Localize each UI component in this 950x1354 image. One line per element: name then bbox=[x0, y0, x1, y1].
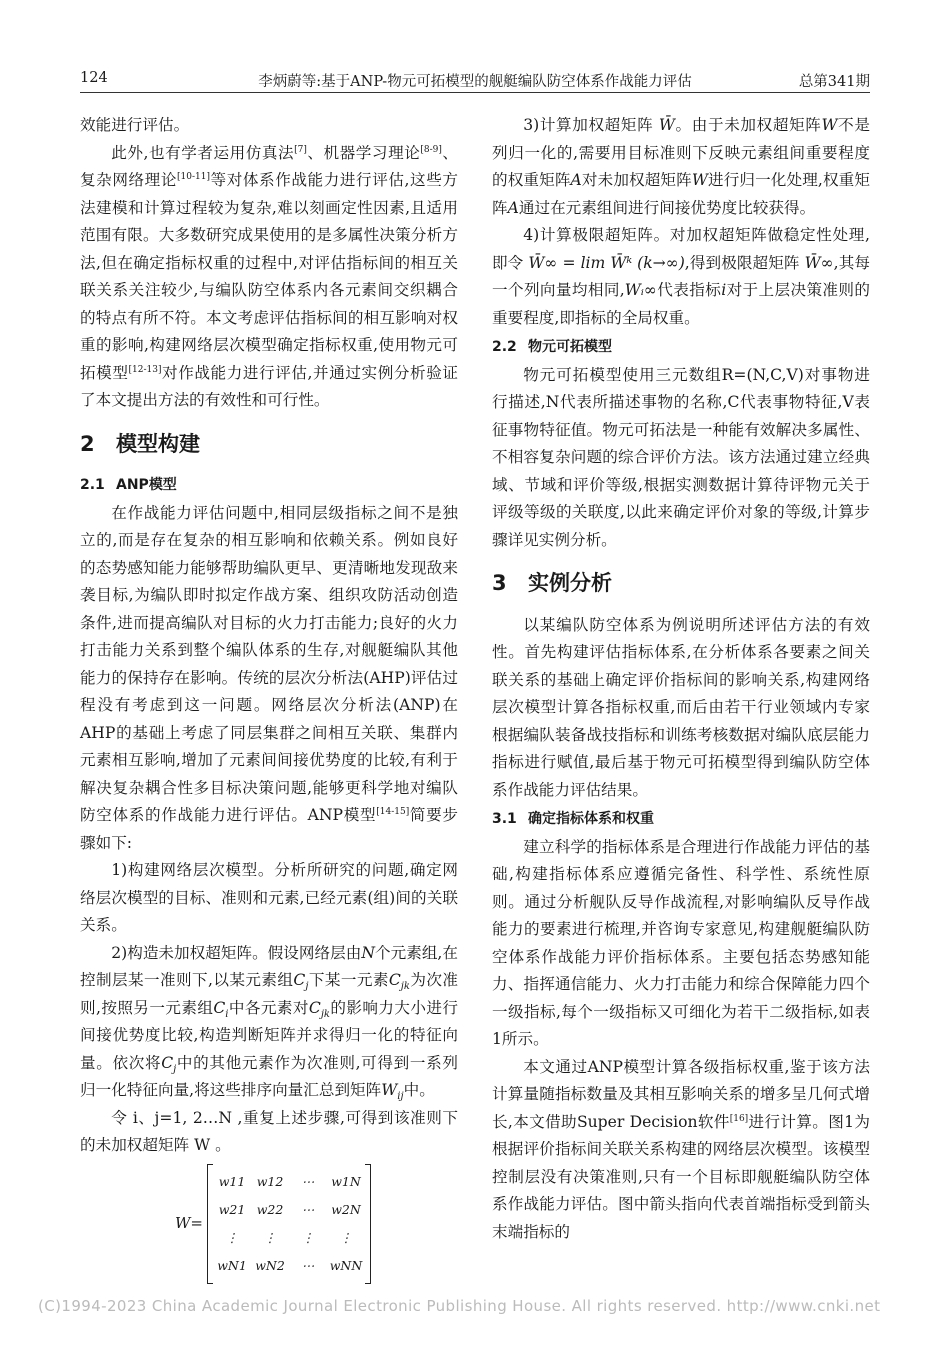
matrix-cell: wN1 bbox=[217, 1257, 247, 1273]
matrix-cell: w11 bbox=[218, 1173, 246, 1189]
paragraph: 令 i、j=1, 2…N ,重复上述步骤,可得到该准则下的未加权超矩阵 W 。 bbox=[80, 1108, 458, 1154]
paragraph: 以某编队防空体系为例说明所述评估方法的有效性。首先构建评估指标体系,在分析体系各要素之间关联关系的基础上确定评价指标间的影响关系,构建网络层次模型计算各指标权重,而后由若干行业领域内专家根据编队装备战技指标和训练考核数据对编队底层能力指标进行赋值,最后基于物元可拓模型得到编队防空体系作战能力评估结果。 bbox=[492, 615, 870, 799]
matrix-cell: wN2 bbox=[255, 1257, 285, 1273]
right-column bbox=[492, 112, 870, 1246]
section-heading: 2 模型构建 bbox=[80, 431, 200, 456]
subsection-heading: 2.1 ANP模型 bbox=[80, 477, 177, 493]
subsection-heading: 2.2 物元可拓模型 bbox=[492, 339, 612, 355]
matrix-cell: w1N bbox=[331, 1173, 361, 1189]
citation[interactable]: [14-15] bbox=[376, 806, 410, 817]
matrix-cell: ⋯ bbox=[301, 1201, 315, 1217]
matrix-cell: ⋮ bbox=[339, 1229, 353, 1245]
running-header bbox=[80, 66, 870, 92]
paragraph: 1)构建网络层次模型。分析所研究的问题,确定网络层次模型的目标、准则和元素,已经元素(组)间的关联关系。 bbox=[80, 861, 458, 934]
paragraph: 此外,也有学者运用仿真法[7]、机器学习理论[8-9]、复杂网络理论[10-11]等对体系作战能力进行评估,这些方法建模和计算过程较为复杂,难以刻画定性因素,且适用范围有限。大多数研究成果使用的是多属性决策分析方法,但在确定指标权重的过程中,对评估指标间的相互关联关系关注较少,与编队防空体系内各元素间交织耦合的特点有所不符。本文考虑评估指标间的相互影响对权重的影响,构建网络层次模型确定指标权重,使用物元可拓模型[12-13]对作战能力进行评估,并通过实例分析验证了本文提出方法的有效性和可行性。 bbox=[80, 143, 458, 409]
issue-number: 总第341期 bbox=[798, 74, 870, 90]
citation[interactable]: [16] bbox=[729, 1113, 749, 1124]
matrix-cell: w12 bbox=[256, 1173, 284, 1189]
left-column bbox=[80, 112, 458, 1284]
header-rule bbox=[80, 92, 870, 93]
paragraph: 效能进行评估。 bbox=[80, 116, 190, 134]
supermatrix bbox=[213, 1168, 365, 1280]
subsection-heading: 3.1 确定指标体系和权重 bbox=[492, 811, 654, 827]
section-heading: 3 实例分析 bbox=[492, 571, 612, 595]
copyright-footer: (C)1994-2023 China Academic Journal Electronic Publishing House. All rights reserved. http://www.cnki.net bbox=[38, 1297, 881, 1315]
running-title: 李炳蔚等:基于ANP-物元可拓模型的舰艇编队防空体系作战能力评估 bbox=[258, 74, 692, 90]
supermatrix-equation bbox=[175, 1164, 458, 1284]
citation[interactable]: [8-9] bbox=[420, 144, 442, 155]
citation[interactable]: [12-13] bbox=[128, 364, 162, 375]
matrix-cell: ⋮ bbox=[301, 1229, 315, 1245]
matrix-cell: ⋯ bbox=[301, 1257, 315, 1273]
paragraph: 物元可拓模型使用三元数组R=(N,C,V)对事物进行描述,N代表所描述事物的名称,C代表事物特征,V表征事物特征值。物元可拓法是一种能有效解决多属性、不相容复杂问题的综合评价方法。该方法通过建立经典域、节域和评价等级,根据实测数据计算待评物元关于评级等级的关联度,以此来确定评价对象的等级,计算步骤详见实例分析。 bbox=[492, 365, 870, 549]
paragraph: 3)计算加权超矩阵 W̄。由于未加权超矩阵W不是列归一化的,需要用目标准则下反映元素组间重要程度的权重矩阵A对未加权超矩阵W进行归一化处理,权重矩阵A通过在元素组间进行间接优势度比较获得。 bbox=[492, 116, 870, 217]
matrix-cell: ⋮ bbox=[225, 1229, 239, 1245]
matrix-cell: ⋮ bbox=[263, 1229, 277, 1245]
paragraph: 本文通过ANP模型计算各级指标权重,鉴于该方法计算量随指标数量及其相互影响关系的增多呈几何式增长,本文借助Super Decision软件[16]进行计算。图1为根据评价指标间关联关系构建的网络层次模型。该模型控制层没有决策准则,只有一个目标即舰艇编队防空体系作战能力评估。图中箭头指向代表首端指标受到箭头末端指标的 bbox=[492, 1057, 870, 1241]
matrix-cell: w21 bbox=[218, 1201, 246, 1217]
matrix-cell: ⋯ bbox=[301, 1173, 315, 1189]
paragraph: 4)计算极限超矩阵。对加权超矩阵做稳定性处理,即令 W̄∞ = lim W̄ᵏ (k→∞),得到极限超矩阵 W̄∞,其每一个列向量均相同,Wᵢ∞代表指标i对于上层决策准则的重要程度,即指标的全局权重。 bbox=[492, 226, 870, 327]
paragraph: 在作战能力评估问题中,相同层级指标之间不是独立的,而是存在复杂的相互影响和依赖关系。例如良好的态势感知能力能够帮助编队更早、更清晰地发现敌来袭目标,为编队即时拟定作战方案、组织攻防活动创造条件,进而提高编队对目标的火力打击能力;良好的火力打击能力关系到整个编队体系的生存,对舰艇编队其他能力的保持存在影响。传统的层次分析法(AHP)评估过程没有考虑到这一问题。网络层次分析法(ANP)在AHP的基础上考虑了同层集群之间相互关联、集群内元素相互影响,增加了元素间间接优势度的比较,有利于解决复杂耦合性多目标决策问题,能够更科学地对编队防空体系的作战能力进行评估。ANP模型[14-15]简要步骤如下: bbox=[80, 503, 458, 852]
citation[interactable]: [10-11] bbox=[177, 171, 210, 182]
paragraph: 建立科学的指标体系是合理进行作战能力评估的基础,构建指标体系应遵循完备性、科学性、系统性原则。通过分析舰队反导作战流程,对影响编队反导作战能力的要素进行梳理,并咨询专家意见,构建舰艇编队防空体系作战能力评价指标体系。主要包括态势感知能力、指挥通信能力、火力打击能力和综合保障能力四个一级指标,每个一级指标又可细化为若干二级指标,如表1所示。 bbox=[492, 837, 870, 1048]
matrix-label: W= bbox=[175, 1213, 203, 1232]
right-bracket bbox=[365, 1164, 371, 1284]
matrix-cell: w22 bbox=[256, 1201, 284, 1217]
matrix-cell: wNN bbox=[329, 1257, 363, 1273]
matrix-cell: w2N bbox=[331, 1201, 361, 1217]
paragraph: 2)构造未加权超矩阵。假设网络层由N个元素组,在控制层某一准则下,以某元素组$C_j$下某一元素$C_{jk}$为次准则,按照另一元素组$C_i$中各元素对$C_{jk}$的影响力大小进行间接优势度比较,构造判断矩阵并求得归一化的特征向量。依次将$C_j$中的其他元素作为次准则,可得到一系列归一化特征向量,将这些排序向量汇总到矩阵$W_{ij}$中。 bbox=[80, 943, 458, 1103]
limit-formula: W̄∞ = lim W̄ᵏ (k→∞) bbox=[528, 253, 685, 272]
page-number: 124 bbox=[80, 70, 108, 86]
citation[interactable]: [7] bbox=[294, 144, 307, 155]
